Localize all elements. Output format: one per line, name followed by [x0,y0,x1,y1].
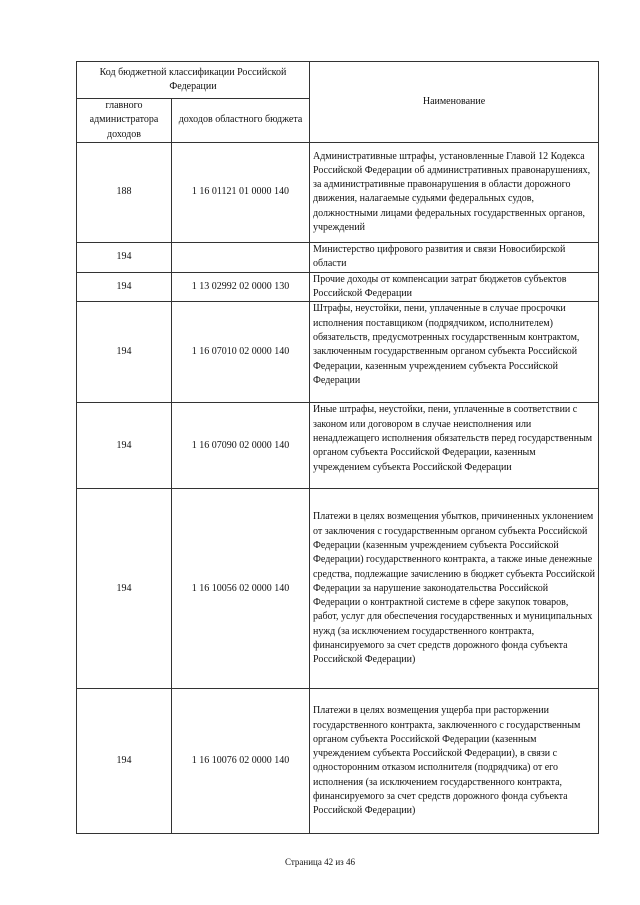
income-code-cell [172,242,310,272]
table-row [77,142,599,242]
admin-code-cell: 194 [77,403,172,489]
admin-column-header: главного администратора доходов [77,99,172,143]
page-number: Страница 42 из 46 [285,857,355,867]
income-code-cell: 1 13 02992 02 0000 130 [172,272,310,302]
name-cell: Платежи в целях возмещения убытков, причиненных уклонением от заключения с государственным органом субъекта Российской Федерации (казенным учреждением субъекта Российской Федерации) государственного контракта, а также иные денежные средства, подлежащие зачислению в бюджет субъекта Российской Федерации за нарушение законодательства Российской Федерации о контрактной системе в сфере закупок товаров, работ, услуг для обеспечения государственных и муниципальных нужд (за исключением государственного контракта, финансируемого за счет средств дорожного фонда субъекта Российской Федерации) [310,489,599,689]
table-header-row [77,62,599,99]
admin-code-cell: 188 [77,142,172,242]
name-cell: Штрафы, неустойки, пени, уплаченные в случае просрочки исполнения поставщиком (подрядчиком, исполнителем) обязательств, предусмотренных государственным контрактом, заключенным государственным органом субъекта Российской Федерации, казенным учреждением субъекта Российской Федерации [310,302,599,403]
admin-code-cell: 194 [77,242,172,272]
table-row [77,489,599,689]
admin-code-cell: 194 [77,302,172,403]
income-column-header: доходов областного бюджета [172,99,310,143]
income-code-cell: 1 16 07010 02 0000 140 [172,302,310,403]
name-cell: Административные штрафы, установленные Главой 12 Кодекса Российской Федерации об административных правонарушениях, за административные правонарушения в области дорожного движения, налагаемые судьями федеральных судов, должностными лицами федеральных государственных органов, учреждений [310,142,599,242]
table-row-ministry [77,242,599,272]
income-code-cell: 1 16 07090 02 0000 140 [172,403,310,489]
ministry-name-cell: Министерство цифрового развития и связи Новосибирской области [310,242,599,272]
name-column-header: Наименование [310,62,599,143]
table-row [77,272,599,302]
name-cell: Прочие доходы от компенсации затрат бюджетов субъектов Российской Федерации [310,272,599,302]
table-row [77,689,599,834]
admin-code-cell: 194 [77,272,172,302]
table-row [77,403,599,489]
income-code-cell: 1 16 10076 02 0000 140 [172,689,310,834]
income-code-cell: 1 16 01121 01 0000 140 [172,142,310,242]
name-cell: Иные штрафы, неустойки, пени, уплаченные в соответствии с законом или договором в случае неисполнения или ненадлежащего исполнения обязательств перед государственным органом субъекта Российской Федерации, казенным учреждением субъекта Российской Федерации [310,403,599,489]
admin-code-cell: 194 [77,489,172,689]
budget-classification-table [76,61,599,834]
income-code-cell: 1 16 10056 02 0000 140 [172,489,310,689]
table-row [77,302,599,403]
kbk-group-header: Код бюджетной классификации Российской Федерации [77,62,310,99]
admin-code-cell: 194 [77,689,172,834]
name-cell: Платежи в целях возмещения ущерба при расторжении государственного контракта, заключенного с государственным органом субъекта Российской Федерации (казенным учреждением субъекта Российской Федерации), в связи с односторонним отказом исполнителя (подрядчика) от его исполнения (за исключением государственного контракта, финансируемого за счет средств дорожного фонда субъекта Российской Федерации) [310,689,599,834]
